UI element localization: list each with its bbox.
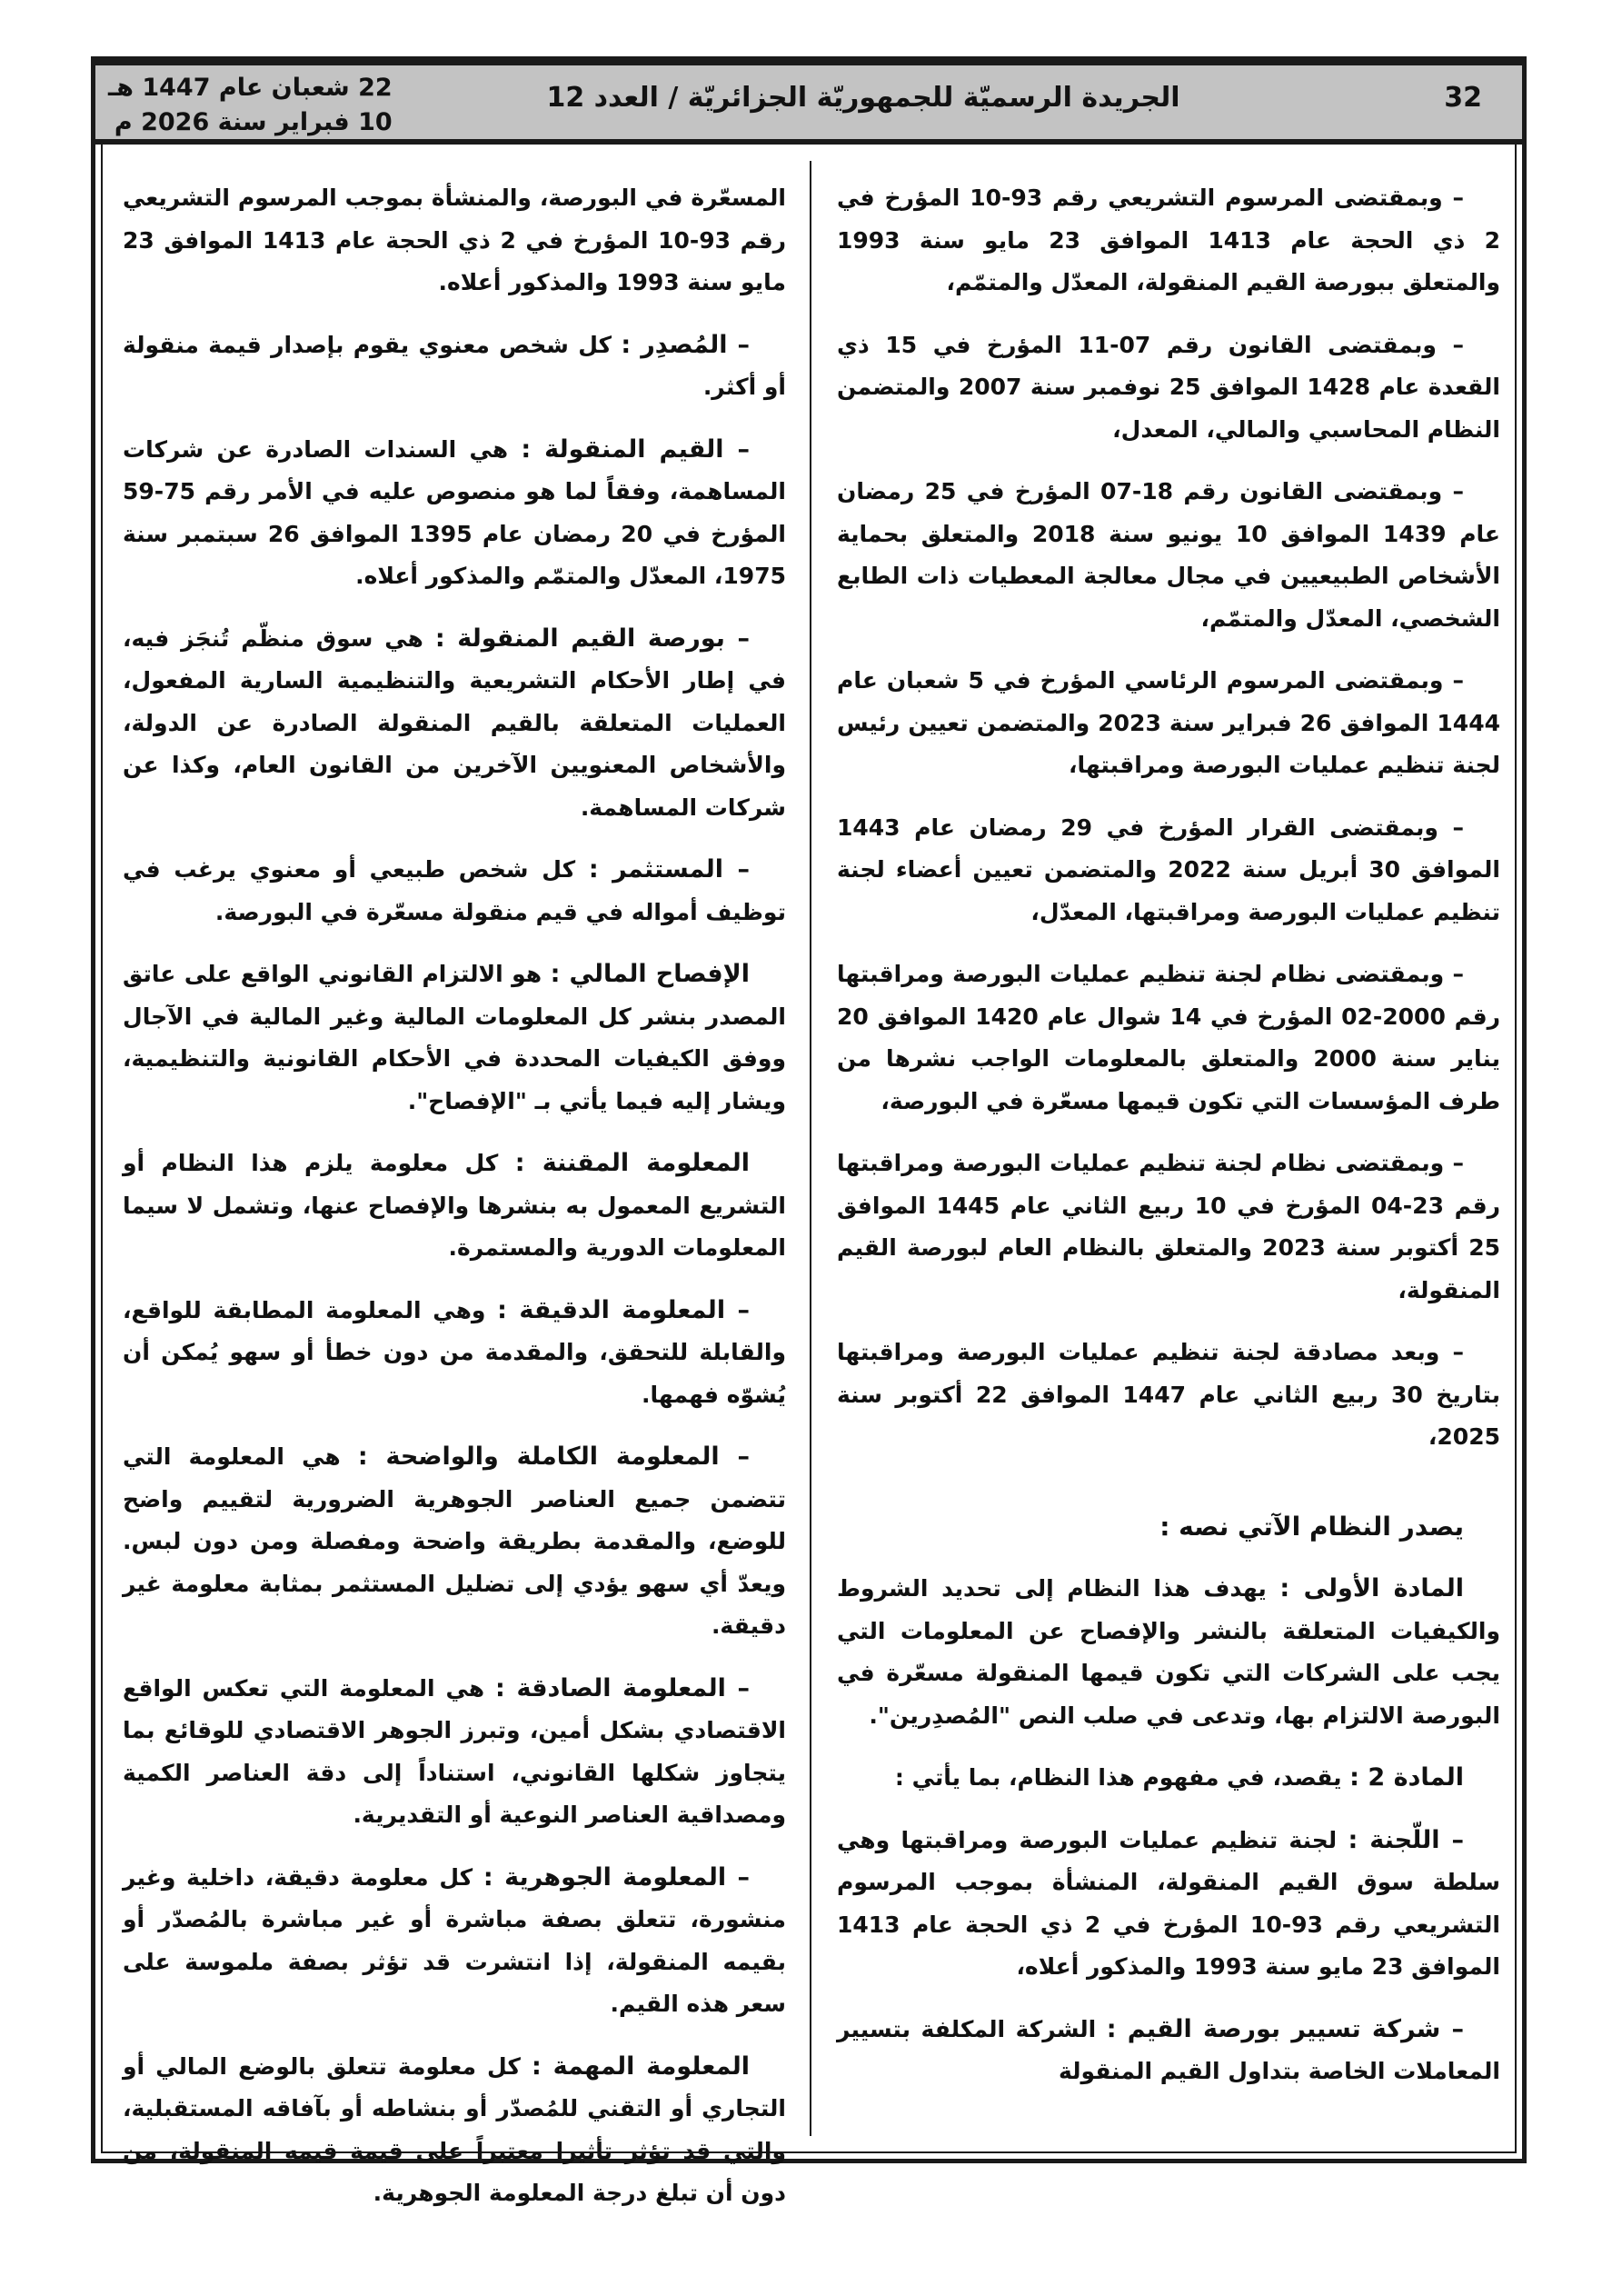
preamble-paragraph: – وبمقتضى نظام لجنة تنظيم عمليات البورصة ومراقبتها رقم 2000-02 المؤرخ في 14 شوال عام 1420 الموافق 20 يناير سنة 2000 والمتعلق بالمعلومات الواجب نشرها من طرف المؤسسات التي تكون قيمها مسعّرة في البورصة، bbox=[837, 961, 1501, 1114]
definition-text: لجنة تنظيم عمليات البورصة ومراقبتها وهي سلطة سوق القيم المنقولة، المنشأة بموجب المرسوم التشريعي رقم 93-10 المؤرخ في 2 ذي الحجة عام 1413 الموافق 23 مايو سنة 1993 والمذكور أعلاه، bbox=[837, 1826, 1501, 1980]
definition-text: هي المعلومة التي تعكس الواقع الاقتصادي بشكل أمين، وتبرز الجوهر الاقتصادي للوقائع بما يتجاوز شكلها القانوني، استناداً إلى دقة العناصر الكمية ومصداقية العناصر النوعية أو التقديرية. bbox=[123, 1674, 786, 1828]
definition-term: – شركة تسيير بورصة القيم : bbox=[1106, 2014, 1465, 2043]
definition-paragraph bbox=[837, 2009, 1500, 2093]
article-paragraph bbox=[837, 1568, 1500, 1737]
page-frame bbox=[91, 56, 1527, 2206]
definition-text: هي المعلومة التي تتضمن جميع العناصر الجوهرية الضرورية لتقييم واضح للوضع، والمقدمة بطريقة واضحة ومفصلة ومن دون لبس. ويعدّ أي سهو يؤدي إلى تضليل المستثمر بمثابة معلومة غير دقيقة. bbox=[123, 1443, 786, 1639]
definition-term: الإفصاح المالي : bbox=[550, 960, 750, 988]
definition-paragraph bbox=[123, 1436, 786, 1648]
definition-term: – المعلومة الجوهرية : bbox=[483, 1862, 750, 1892]
definition-paragraph bbox=[123, 1668, 786, 1837]
definition-paragraph bbox=[123, 618, 786, 830]
definition-paragraph bbox=[123, 429, 786, 598]
definition-text: هي سوق منظّم تُنجَز فيه، في إطار الأحكام التشريعية والتنظيمية السارية المفعول، العمليات المتعلقة بالقيم المنقولة الصادرة عن الدولة، والأشخاص المعنويين الآخرين من القانون العام، وكذا عن شركات المساهمة. bbox=[123, 624, 786, 821]
article-term: المادة 2 : bbox=[1349, 1763, 1464, 1792]
definition-text: كل معلومة تتعلق بالوضع المالي أو التجاري أو التقني للمُصدّر أو بنشاطه أو بآفاقه المستقبلية، والتي قد تؤثر تأثيرا معتبراً على قيمة قيمه المنقولة، من دون أن تبلغ درجة المعلومة الجوهرية. bbox=[123, 2052, 786, 2206]
column-divider bbox=[810, 161, 811, 2136]
preamble-paragraph: – وبعد مصادقة لجنة تنظيم عمليات البورصة ومراقبتها بتاريخ 30 ربيع الثاني عام 1447 الموافق 22 أكتوبر سنة 2025، bbox=[837, 1339, 1500, 1450]
definition-text: كل شخص طبيعي أو معنوي يرغب في توظيف أمواله في قيم منقولة مسعّرة في البورصة. bbox=[123, 856, 786, 925]
definition-paragraph bbox=[123, 1857, 786, 2026]
definition-term: – المُصدِر : bbox=[621, 330, 750, 359]
preamble-paragraph: – وبمقتضى القرار المؤرخ في 29 رمضان عام 1443 الموافق 30 أبريل سنة 2022 والمتضمن تعيين أعضاء لجنة تنظيم عمليات البورصة ومراقبتها، المعدّل، bbox=[837, 814, 1500, 925]
definition-paragraph bbox=[123, 849, 786, 933]
gazette-header bbox=[95, 61, 1522, 145]
definition-term: – المعلومة الصادقة : bbox=[495, 1673, 750, 1702]
definition-text: هي السندات الصادرة عن شركات المساهمة، وفقاً لما هو منصوص عليه في الأمر رقم 75-59 المؤرخ في 20 رمضان عام 1395 الموافق 26 سبتمبر سنة 1975، المعدّل والمتمّم والمذكور أعلاه. bbox=[123, 435, 786, 589]
preamble-paragraph: – وبمقتضى القانون رقم 18-07 المؤرخ في 25 رمضان عام 1439 الموافق 10 يونيو سنة 2018 والمتعلق بحماية الأشخاص الطبيعيين في مجال معالجة المعطيات ذات الطابع الشخصي، المعدّل والمتمّم، bbox=[837, 478, 1500, 632]
article-paragraph bbox=[837, 1757, 1500, 1800]
preamble-paragraph: – وبمقتضى القانون رقم 07-11 المؤرخ في 15 ذي القعدة عام 1428 الموافق 25 نوفمبر سنة 2007 والمتضمن النظام المحاسبي والمالي، المعدل، bbox=[837, 331, 1501, 443]
definition-term: – المعلومة الدقيقة : bbox=[497, 1295, 750, 1324]
header-title: الجريدة الرسميّة للجمهوريّة الجزائريّة / العدد 12 bbox=[546, 82, 1180, 114]
article-text: يهدف هذا النظام إلى تحديد الشروط والكيفيات المتعلقة بالنشر والإفصاح عن المعلومات التي يجب على الشركات التي تكون قيمها المنقولة مسعّرة في البورصة الالتزام بها، وتدعى في صلب النص "المُصدِرين". bbox=[837, 1575, 1500, 1729]
definition-paragraph bbox=[123, 1290, 786, 1417]
header-date-gregorian: 10 فبراير سنة 2026 م bbox=[114, 108, 393, 136]
definition-term: – المستثمر : bbox=[588, 855, 750, 883]
preamble-paragraph: – وبمقتضى المرسوم الرئاسي المؤرخ في 5 شعبان عام 1444 الموافق 26 فبراير سنة 2023 والمتضمن تعيين رئيس لجنة تنظيم عمليات البورصة ومراقبتها، bbox=[837, 667, 1500, 778]
definition-text: الشركة المكلفة بتسيير المعاملات الخاصة بتداول القيم المنقولة bbox=[837, 2015, 1500, 2084]
definition-paragraph bbox=[837, 1820, 1500, 1989]
definition-term: – المعلومة الكاملة والواضحة : bbox=[357, 1442, 750, 1471]
definition-text: كل معلومة دقيقة، داخلية وغير منشورة، تتعلق بصفة مباشرة أو غير مباشرة بالمُصدّر أو بقيمه المنقولة، إذا انتشرت قد تؤثر بصفة ملموسة على سعر هذه القيم. bbox=[123, 1863, 786, 2017]
definition-paragraph bbox=[123, 1143, 786, 1270]
definition-term: المعلومة المقننة : bbox=[514, 1149, 751, 1177]
right-column bbox=[837, 177, 1500, 2113]
definition-paragraph bbox=[123, 324, 786, 409]
definition-term: – بورصة القيم المنقولة : bbox=[434, 624, 750, 653]
definition-term: – اللّجنة : bbox=[1348, 1825, 1464, 1854]
definition-term: المعلومة المهمة : bbox=[532, 2051, 750, 2081]
definition-text: وهي المعلومة المطابقة للواقع، والقابلة للتحقق، والمقدمة من دون خطأ أو سهو يُمكن أن يُشوّه فهمها. bbox=[123, 1296, 786, 1408]
definition-text: هو الالتزام القانوني الواقع على عاتق المصدر بنشر كل المعلومات المالية وغير المالية في الآجال ووفق الكيفيات المحددة في الأحكام القانونية والتنظيمية، ويشار إليه فيما يأتي بـ "الإفصاح". bbox=[123, 961, 786, 1114]
page-number: 32 bbox=[1444, 82, 1482, 114]
continuation-paragraph: المسعّرة في البورصة، والمنشأة بموجب المرسوم التشريعي رقم 93-10 المؤرخ في 2 ذي الحجة عام 1413 الموافق 23 مايو سنة 1993 والمذكور أعلاه. bbox=[123, 185, 786, 295]
definition-term: – القيم المنقولة : bbox=[521, 434, 750, 464]
header-date-hijri: 22 شعبان عام 1447 هـ bbox=[108, 74, 393, 102]
decree-heading: يصدر النظام الآتي نصه : bbox=[1159, 1511, 1464, 1542]
definition-paragraph bbox=[123, 2046, 786, 2215]
definition-paragraph bbox=[123, 953, 786, 1123]
article-term: المادة الأولى : bbox=[1279, 1574, 1465, 1602]
preamble-paragraph: – وبمقتضى نظام لجنة تنظيم عمليات البورصة ومراقبتها رقم 23-04 المؤرخ في 10 ربيع الثاني عام 1445 الموافق 25 أكتوبر سنة 2023 والمتعلق بالنظام العام لبورصة القيم المنقولة، bbox=[837, 1150, 1500, 1303]
preamble-paragraph: – وبمقتضى المرسوم التشريعي رقم 93-10 المؤرخ في 2 ذي الحجة عام 1413 الموافق 23 مايو سنة 1993 والمتعلق ببورصة القيم المنقولة، المعدّل والمتمّم، bbox=[837, 185, 1501, 295]
article-text: يقصد، في مفهوم هذا النظام، بما يأتي : bbox=[894, 1764, 1350, 1791]
definition-text: كل معلومة يلزم هذا النظام أو التشريع المعمول به بنشرها والإفصاح عنها، وتشمل لا سيما المعلومات الدورية والمستمرة. bbox=[123, 1150, 786, 1261]
definition-text: كل شخص معنوي يقوم بإصدار قيمة منقولة أو أكثر. bbox=[123, 331, 786, 400]
left-column bbox=[123, 177, 786, 2235]
